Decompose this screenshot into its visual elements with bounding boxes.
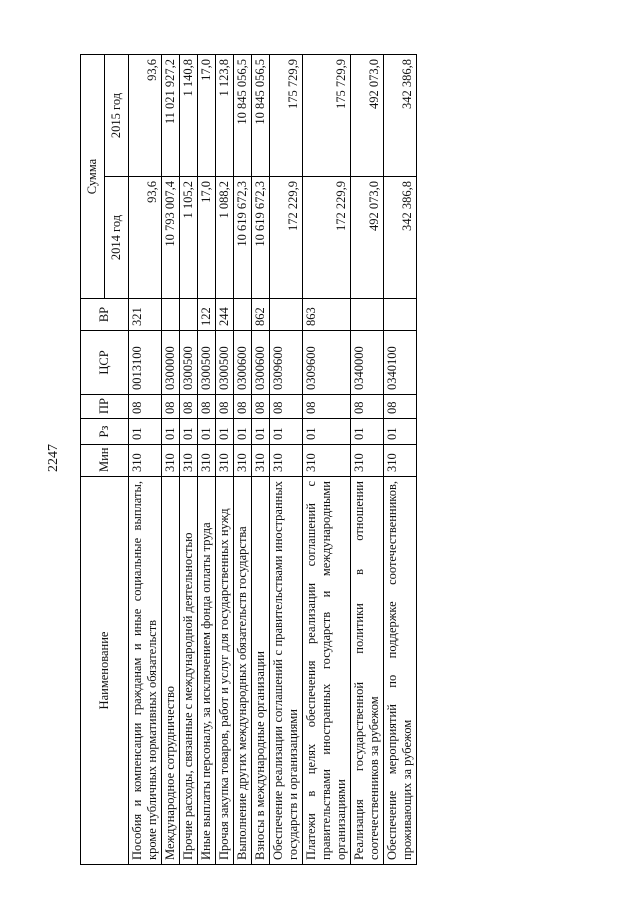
table-row — [351, 55, 384, 865]
cell-name: Международное сотрудничество — [162, 477, 180, 865]
cell-name: Обеспечение мероприятий по поддержке соотечественников, проживающих за рубежом — [384, 477, 417, 865]
cell-rz: 01 — [384, 419, 417, 445]
cell-rz: 01 — [216, 419, 234, 445]
cell-name: Реализация государственной политики в отношении соотечественников за рубежом — [351, 477, 384, 865]
cell-csr: 0013100 — [129, 331, 162, 395]
cell-csr: 0300500 — [216, 331, 234, 395]
header-vr: ВР — [81, 299, 129, 331]
cell-min: 310 — [162, 445, 180, 477]
cell-sum-2014: 172 229,9 — [303, 177, 351, 299]
cell-min: 310 — [384, 445, 417, 477]
cell-min: 310 — [180, 445, 198, 477]
table-row — [303, 55, 351, 865]
cell-csr: 0309600 — [303, 331, 351, 395]
cell-pr: 08 — [270, 395, 303, 419]
cell-vr: 122 — [198, 299, 216, 331]
header-2014: 2014 год — [105, 177, 129, 299]
cell-sum-2014: 17,0 — [198, 177, 216, 299]
cell-pr: 08 — [162, 395, 180, 419]
page-number-text: 2247 — [46, 444, 61, 472]
cell-sum-2014: 172 229,9 — [270, 177, 303, 299]
cell-rz: 01 — [303, 419, 351, 445]
cell-csr: 0309600 — [270, 331, 303, 395]
cell-vr — [351, 299, 384, 331]
cell-sum-2015: 342 386,8 — [384, 55, 417, 177]
cell-name: Платежи в целях обеспечения реализации соглашений с правительствами иностранных государств и международными организациями — [303, 477, 351, 865]
cell-sum-2014: 10 619 672,3 — [234, 177, 252, 299]
cell-name: Пособия и компенсации гражданам и иные социальные выплаты, кроме публичных нормативных обязательств — [129, 477, 162, 865]
header-csr: ЦСР — [81, 331, 129, 395]
cell-sum-2014: 10 793 007,4 — [162, 177, 180, 299]
cell-name: Прочая закупка товаров, работ и услуг для государственных нужд — [216, 477, 234, 865]
table-row — [180, 55, 198, 865]
cell-sum-2014: 492 073,0 — [351, 177, 384, 299]
cell-pr: 08 — [303, 395, 351, 419]
cell-sum-2014: 93,6 — [129, 177, 162, 299]
cell-csr: 0300500 — [180, 331, 198, 395]
cell-vr: 321 — [129, 299, 162, 331]
cell-name: Выполнение других международных обязательств государства — [234, 477, 252, 865]
header-min: Мин — [81, 445, 129, 477]
cell-pr: 08 — [180, 395, 198, 419]
cell-min: 310 — [234, 445, 252, 477]
page-number — [44, 398, 64, 518]
table-body — [129, 55, 417, 865]
table-row — [252, 55, 270, 865]
table-row — [198, 55, 216, 865]
cell-sum-2015: 1 123,8 — [216, 55, 234, 177]
cell-vr — [162, 299, 180, 331]
cell-csr: 0300600 — [252, 331, 270, 395]
cell-sum-2015: 175 729,9 — [270, 55, 303, 177]
header-rz: Рз — [81, 419, 129, 445]
header-sum: Сумма — [81, 55, 105, 299]
header-2015: 2015 год — [105, 55, 129, 177]
cell-sum-2015: 492 073,0 — [351, 55, 384, 177]
cell-vr: 863 — [303, 299, 351, 331]
cell-sum-2015: 10 845 056,5 — [252, 55, 270, 177]
header-pr: ПР — [81, 395, 129, 419]
cell-name: Прочие расходы, связанные с международной деятельностью — [180, 477, 198, 865]
table-row — [384, 55, 417, 865]
cell-min: 310 — [270, 445, 303, 477]
cell-vr: 244 — [216, 299, 234, 331]
cell-pr: 08 — [129, 395, 162, 419]
cell-min: 310 — [198, 445, 216, 477]
table-row — [129, 55, 162, 865]
cell-csr: 0300500 — [198, 331, 216, 395]
cell-rz: 01 — [351, 419, 384, 445]
cell-name: Взносы в международные организации — [252, 477, 270, 865]
cell-min: 310 — [216, 445, 234, 477]
cell-sum-2015: 175 729,9 — [303, 55, 351, 177]
cell-sum-2015: 11 021 927,2 — [162, 55, 180, 177]
cell-rz: 01 — [129, 419, 162, 445]
cell-sum-2014: 1 105,2 — [180, 177, 198, 299]
table-row — [270, 55, 303, 865]
cell-min: 310 — [252, 445, 270, 477]
cell-sum-2015: 93,6 — [129, 55, 162, 177]
cell-csr: 0340000 — [351, 331, 384, 395]
cell-csr: 0300600 — [234, 331, 252, 395]
table-row — [234, 55, 252, 865]
table-row — [216, 55, 234, 865]
cell-sum-2014: 1 088,2 — [216, 177, 234, 299]
cell-rz: 01 — [270, 419, 303, 445]
cell-sum-2014: 10 619 672,3 — [252, 177, 270, 299]
cell-vr — [180, 299, 198, 331]
cell-vr — [384, 299, 417, 331]
cell-vr — [270, 299, 303, 331]
cell-name: Обеспечение реализации соглашений с правительствами иностранных государств и организациями — [270, 477, 303, 865]
cell-sum-2015: 1 140,8 — [180, 55, 198, 177]
cell-pr: 08 — [252, 395, 270, 419]
cell-rz: 01 — [180, 419, 198, 445]
cell-min: 310 — [351, 445, 384, 477]
cell-csr: 0300000 — [162, 331, 180, 395]
cell-pr: 08 — [198, 395, 216, 419]
cell-rz: 01 — [198, 419, 216, 445]
budget-table-rotated — [80, 55, 570, 865]
cell-rz: 01 — [234, 419, 252, 445]
budget-table — [80, 54, 417, 865]
header-name: Наименование — [81, 477, 129, 865]
cell-sum-2014: 342 386,8 — [384, 177, 417, 299]
cell-rz: 01 — [162, 419, 180, 445]
cell-csr: 0340100 — [384, 331, 417, 395]
cell-pr: 08 — [216, 395, 234, 419]
cell-min: 310 — [129, 445, 162, 477]
cell-vr — [234, 299, 252, 331]
cell-pr: 08 — [384, 395, 417, 419]
cell-sum-2015: 17,0 — [198, 55, 216, 177]
cell-vr: 862 — [252, 299, 270, 331]
cell-min: 310 — [303, 445, 351, 477]
cell-sum-2015: 10 845 056,5 — [234, 55, 252, 177]
cell-rz: 01 — [252, 419, 270, 445]
cell-pr: 08 — [234, 395, 252, 419]
cell-name: Иные выплаты персоналу, за исключением фонда оплаты труда — [198, 477, 216, 865]
table-header — [81, 55, 129, 865]
table-row — [162, 55, 180, 865]
cell-pr: 08 — [351, 395, 384, 419]
